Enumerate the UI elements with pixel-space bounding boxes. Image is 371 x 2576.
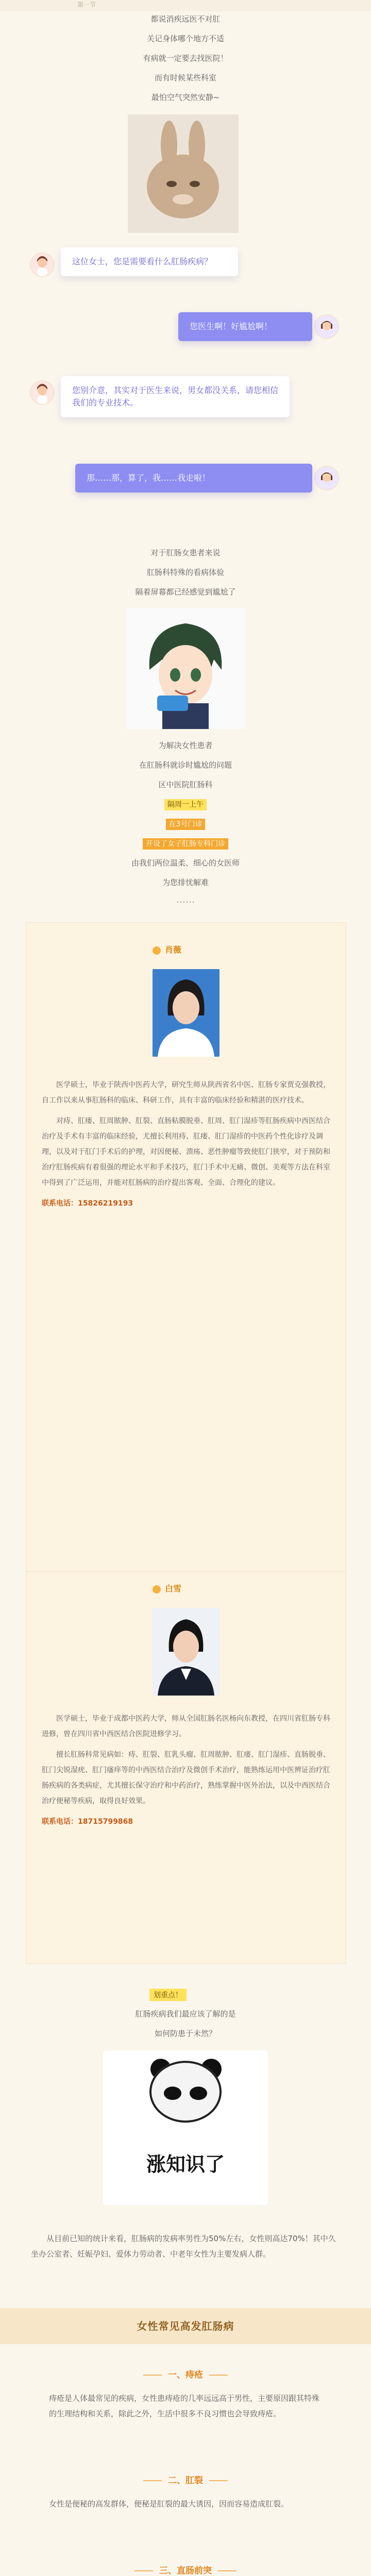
closing-line: 由我们两位温柔、细心的女医师 <box>131 858 240 868</box>
section1-item-heading: 一、痔疮 <box>0 2367 371 2380</box>
panda-meme <box>103 2050 268 2205</box>
panda-line: 如何防患于未然？ <box>154 2029 216 2038</box>
key-point-label: 划重点！ <box>149 1989 187 2001</box>
doctor-photo-2 <box>153 1608 220 1696</box>
panda-caption: 涨知识了 <box>146 2153 225 2176</box>
middle-line: 隔着屏幕都已经感觉到尴尬了 <box>135 587 236 597</box>
chat-text: 那……那，算了，我……我走啦！ <box>87 473 211 483</box>
doctor-bio-1 <box>42 1077 330 1211</box>
intro-line: 有病就一定要去找医院！ <box>143 54 228 63</box>
patient-avatar <box>315 467 338 489</box>
intro-line: 最怕空气突然安静~ <box>151 93 220 102</box>
bio-paragraph: 医学硕士，毕业于成都中医药大学，师从全国肛肠名医杨向东教授，在四川省肛肠专科进修，曾在四川省中西医结合医院进修学习。 <box>42 1715 330 1738</box>
middle-text <box>0 543 371 602</box>
doctor-photo-1 <box>153 969 220 1057</box>
intro-text <box>0 9 371 107</box>
contact-phone[interactable]: 15826219193 <box>78 1199 133 1208</box>
sub-line: 在肛肠科就诊时尴尬的问题 <box>139 760 232 770</box>
patient-avatar <box>315 315 338 338</box>
highlight-time: 隔周一上午 <box>164 799 207 810</box>
section1-item-text: 女性是便秘的高发群体，便秘是肛裂的最大诱因，因而容易造成肛裂。 <box>49 2499 289 2509</box>
sub-text <box>0 736 371 794</box>
stats-paragraph: 从目前已知的统计来看，肛肠病的发病率男性为50%左右，女性则高达70%！其中久坐办公室者、妊娠孕妇、爱体力劳动者、中老年女性为主要发病人群。 <box>31 2234 336 2259</box>
bio-paragraph: 擅长肛肠科常见病如：痔、肛裂、肛乳头瘤、肛周脓肿、肛瘘、肛门湿疹、直肠脱垂、肛门尖锐湿疣、肛门瘙痒等的中西医结合治疗及微创手术治疗，能熟练运用中医辨证治疗肛肠疾病的各类病症，尤其擅长保守治疗和中药治疗，熟练掌握中医外治法，以及中西医结合治疗便秘等疾病，取得良好效果。 <box>42 1751 330 1805</box>
ellipsis: …… <box>176 894 195 905</box>
closing-line: 为您排忧解难 <box>162 878 209 887</box>
doctor-card-1 <box>26 922 346 1572</box>
chat-text: 这位女士，您是需要看什么肛肠疾病？ <box>72 257 213 266</box>
panda-sunglasses <box>164 2087 181 2100</box>
cartoon-girl-image <box>126 608 245 729</box>
section1-banner <box>0 2308 371 2344</box>
sub-line: 区中医院肛肠科 <box>158 780 213 789</box>
chat-bubble-doctor <box>61 247 238 276</box>
bio-paragraph: 对痔、肛瘘、肛周脓肿、肛裂、直肠粘膜脱垂、肛周、肛门湿疹等肛肠疾病中西医结合治疗及手术有丰富的临床经验，尤擅长利用痔、肛瘘、肛门湿疹的中医药个性化诊疗及调理，以及对于肛门手术后的护理，对因便秘、溃疡、恶性肿瘤等致使肛门狭窄，对于预防和治疗肛肠疾病有着很强的理论水平和手术技巧，肛门手术中无痛、微创、美观等方法在科室中得到了广泛运用，并能对肛肠病的治疗提出客观、全面、合理化的建议。 <box>42 1117 330 1187</box>
section1-item-text: 痔疮是人体最常见的疾病，女性患痔疮的几率远远高于男性，主要原因跟其特殊的生理结构和关系，除此之外，生活中很多不良习惯也会导致痔疮。 <box>49 2394 320 2418</box>
doctor-name-tag <box>153 943 181 955</box>
doctor-avatar <box>31 381 54 404</box>
doctor-card-2 <box>26 1571 346 1964</box>
bio-paragraph: 医学硕士，毕业于陕西中医药大学，研究生师从陕西省名中医、肛肠专家贾克强教授，自工作以来从事肛肠科的临床、科研工作，具有丰富的临床经验和精湛的医疗技术。 <box>42 1081 330 1105</box>
panda-head <box>149 2061 222 2123</box>
intro-line: 而有时候某些科室 <box>154 73 216 82</box>
chat-text: 您别介意，其实对于医生来说，男女都没关系，请您相信我们的专业技术。 <box>72 385 279 408</box>
rabbit-meme-image <box>128 114 239 233</box>
doctor-name: 白雪 <box>165 1584 182 1594</box>
panda-sunglasses <box>190 2087 207 2100</box>
contact-phone[interactable]: 18715799868 <box>78 1818 133 1826</box>
doctor-name: 肖薇 <box>165 945 182 955</box>
section1-item-heading: 三、直肠前突 <box>0 2563 371 2576</box>
closing-text <box>0 853 371 892</box>
chat-bubble-doctor <box>61 376 290 417</box>
section1-title: 女性常见高发肛肠病 <box>137 2320 234 2332</box>
name-dot-icon <box>153 1585 161 1594</box>
doctor-bio-2 <box>42 1711 330 1829</box>
contact-label: 联系电话： <box>42 1818 78 1826</box>
sub-line: 为解决女性患者 <box>158 741 213 750</box>
contact-label: 联系电话： <box>42 1199 78 1208</box>
panda-line: 肛肠疾病我们最应该了解的是 <box>135 2009 236 2019</box>
middle-line: 肛肠科特殊的看病体验 <box>146 568 224 577</box>
section1-item-heading: 二、肛裂 <box>0 2473 371 2486</box>
doctor-avatar <box>31 253 54 276</box>
highlight-clinic: 开设了女子肛肠专科门诊 <box>143 838 228 850</box>
highlight-block <box>0 794 371 853</box>
intro-line: 都说消疾远医不对肛 <box>150 14 221 24</box>
doctor-name-tag <box>153 1582 181 1594</box>
name-dot-icon <box>153 946 161 955</box>
chat-bubble-patient <box>178 312 312 341</box>
middle-line: 对于肛肠女患者来说 <box>150 548 221 557</box>
intro-line: 关记身体哪个地方不适 <box>146 34 224 43</box>
panda-question <box>0 2004 371 2043</box>
highlight-location: 在3号门诊 <box>166 819 206 830</box>
top-strip-text: 第一节 <box>77 1 96 8</box>
chat-text: 您医生啊！好尴尬啊！ <box>190 321 273 331</box>
chat-bubble-patient <box>75 464 312 493</box>
